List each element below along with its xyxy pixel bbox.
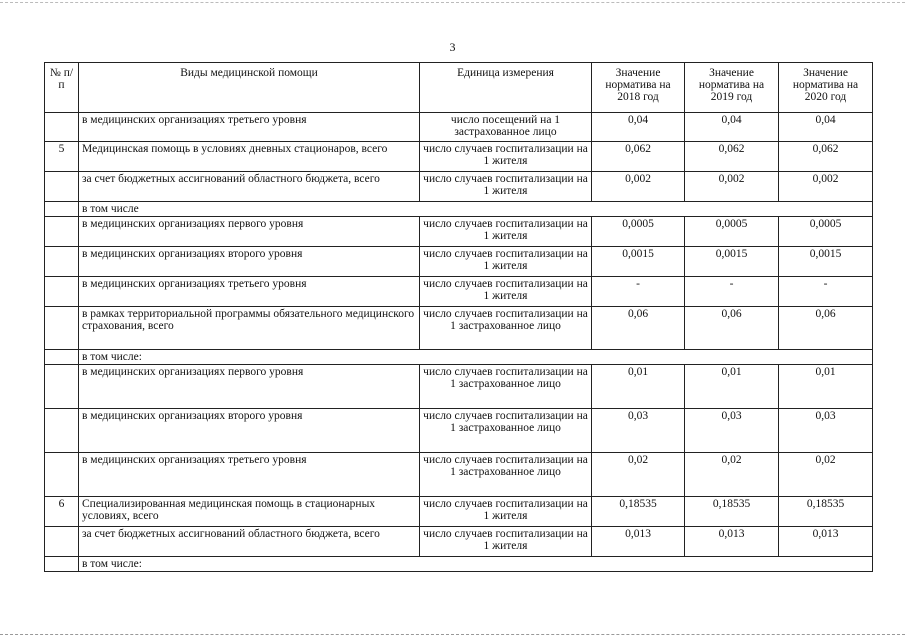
value-2019: 0,06 xyxy=(685,307,779,350)
value-2018: 0,03 xyxy=(592,409,685,453)
measurement-unit: число посещений на 1 застрахованное лицо xyxy=(420,113,592,142)
table-row xyxy=(45,350,873,365)
table-row xyxy=(45,557,873,572)
table-row xyxy=(45,365,873,409)
header-2018: Значение норматива на 2018 год xyxy=(592,63,685,113)
table-row xyxy=(45,409,873,453)
value-2020: 0,03 xyxy=(779,409,873,453)
value-2020: 0,02 xyxy=(779,453,873,497)
medical-care-type: в медицинских организациях третьего уровня xyxy=(79,277,420,307)
medical-care-type: в медицинских организациях третьего уровня xyxy=(79,113,420,142)
measurement-unit: число случаев госпитализации на 1 жителя xyxy=(420,277,592,307)
row-number xyxy=(45,350,79,365)
value-2018: 0,002 xyxy=(592,172,685,202)
value-2018: 0,04 xyxy=(592,113,685,142)
value-2018: 0,01 xyxy=(592,365,685,409)
table-row xyxy=(45,172,873,202)
value-2018: 0,0015 xyxy=(592,247,685,277)
medical-care-type: в медицинских организациях первого уровня xyxy=(79,217,420,247)
value-2019: 0,0015 xyxy=(685,247,779,277)
value-2019: 0,062 xyxy=(685,142,779,172)
row-number xyxy=(45,557,79,572)
table-row xyxy=(45,307,873,350)
header-num: № п/п xyxy=(45,63,79,113)
value-2020: 0,04 xyxy=(779,113,873,142)
row-number xyxy=(45,365,79,409)
value-2019: 0,0005 xyxy=(685,217,779,247)
measurement-unit: число случаев госпитализации на 1 застрахованное лицо xyxy=(420,365,592,409)
row-number: 6 xyxy=(45,497,79,527)
value-2020: 0,002 xyxy=(779,172,873,202)
row-number xyxy=(45,172,79,202)
medical-care-type: в медицинских организациях третьего уровня xyxy=(79,453,420,497)
measurement-unit: число случаев госпитализации на 1 жителя xyxy=(420,247,592,277)
value-2018: 0,062 xyxy=(592,142,685,172)
norms-table xyxy=(44,62,873,572)
measurement-unit: число случаев госпитализации на 1 застрахованное лицо xyxy=(420,453,592,497)
value-2020: 0,06 xyxy=(779,307,873,350)
row-number xyxy=(45,277,79,307)
value-2018: 0,02 xyxy=(592,453,685,497)
row-number xyxy=(45,113,79,142)
row-number xyxy=(45,453,79,497)
measurement-unit: число случаев госпитализации на 1 жителя xyxy=(420,142,592,172)
medical-care-type: Медицинская помощь в условиях дневных стационаров, всего xyxy=(79,142,420,172)
value-2020: 0,062 xyxy=(779,142,873,172)
table-row xyxy=(45,217,873,247)
page-number: 3 xyxy=(449,40,456,54)
header-2019: Значение норматива на 2019 год xyxy=(685,63,779,113)
value-2020: 0,01 xyxy=(779,365,873,409)
table-row xyxy=(45,527,873,557)
value-2020: - xyxy=(779,277,873,307)
value-2019: 0,03 xyxy=(685,409,779,453)
table-body xyxy=(45,113,873,572)
value-2019: 0,02 xyxy=(685,453,779,497)
row-number xyxy=(45,409,79,453)
row-number xyxy=(45,217,79,247)
value-2019: 0,04 xyxy=(685,113,779,142)
table-row xyxy=(45,453,873,497)
table-row xyxy=(45,497,873,527)
medical-care-type: за счет бюджетных ассигнований областного бюджета, всего xyxy=(79,527,420,557)
value-2019: 0,18535 xyxy=(685,497,779,527)
value-2018: - xyxy=(592,277,685,307)
medical-care-type: в медицинских организациях второго уровня xyxy=(79,409,420,453)
measurement-unit: число случаев госпитализации на 1 застрахованное лицо xyxy=(420,307,592,350)
row-number xyxy=(45,202,79,217)
header-unit: Единица измерения xyxy=(420,63,592,113)
row-number xyxy=(45,307,79,350)
table-row xyxy=(45,202,873,217)
measurement-unit: число случаев госпитализации на 1 жителя xyxy=(420,527,592,557)
row-number: 5 xyxy=(45,142,79,172)
value-2020: 0,0005 xyxy=(779,217,873,247)
scan-edge-bottom xyxy=(0,634,905,635)
value-2018: 0,013 xyxy=(592,527,685,557)
row-number xyxy=(45,247,79,277)
value-2019: 0,002 xyxy=(685,172,779,202)
table-header-row xyxy=(45,63,873,113)
row-number xyxy=(45,527,79,557)
value-2019: 0,01 xyxy=(685,365,779,409)
table-row xyxy=(45,113,873,142)
value-2020: 0,013 xyxy=(779,527,873,557)
value-2019: - xyxy=(685,277,779,307)
measurement-unit: число случаев госпитализации на 1 жителя xyxy=(420,497,592,527)
measurement-unit: число случаев госпитализации на 1 жителя xyxy=(420,217,592,247)
table-row xyxy=(45,277,873,307)
medical-care-type: Специализированная медицинская помощь в стационарных условиях, всего xyxy=(79,497,420,527)
value-2020: 0,0015 xyxy=(779,247,873,277)
table-row xyxy=(45,247,873,277)
section-label: в том числе: xyxy=(79,350,873,365)
value-2019: 0,013 xyxy=(685,527,779,557)
scan-edge-top xyxy=(0,2,905,3)
measurement-unit: число случаев госпитализации на 1 жителя xyxy=(420,172,592,202)
value-2018: 0,18535 xyxy=(592,497,685,527)
header-kind: Виды медицинской помощи xyxy=(79,63,420,113)
table-row xyxy=(45,142,873,172)
medical-care-type: за счет бюджетных ассигнований областного бюджета, всего xyxy=(79,172,420,202)
value-2018: 0,06 xyxy=(592,307,685,350)
section-label: в том числе: xyxy=(79,557,873,572)
medical-care-type: в рамках территориальной программы обязательного медицинского страхования, всего xyxy=(79,307,420,350)
header-2020: Значение норматива на 2020 год xyxy=(779,63,873,113)
value-2018: 0,0005 xyxy=(592,217,685,247)
medical-care-type: в медицинских организациях второго уровня xyxy=(79,247,420,277)
value-2020: 0,18535 xyxy=(779,497,873,527)
section-label: в том числе xyxy=(79,202,873,217)
measurement-unit: число случаев госпитализации на 1 застрахованное лицо xyxy=(420,409,592,453)
medical-care-type: в медицинских организациях первого уровня xyxy=(79,365,420,409)
